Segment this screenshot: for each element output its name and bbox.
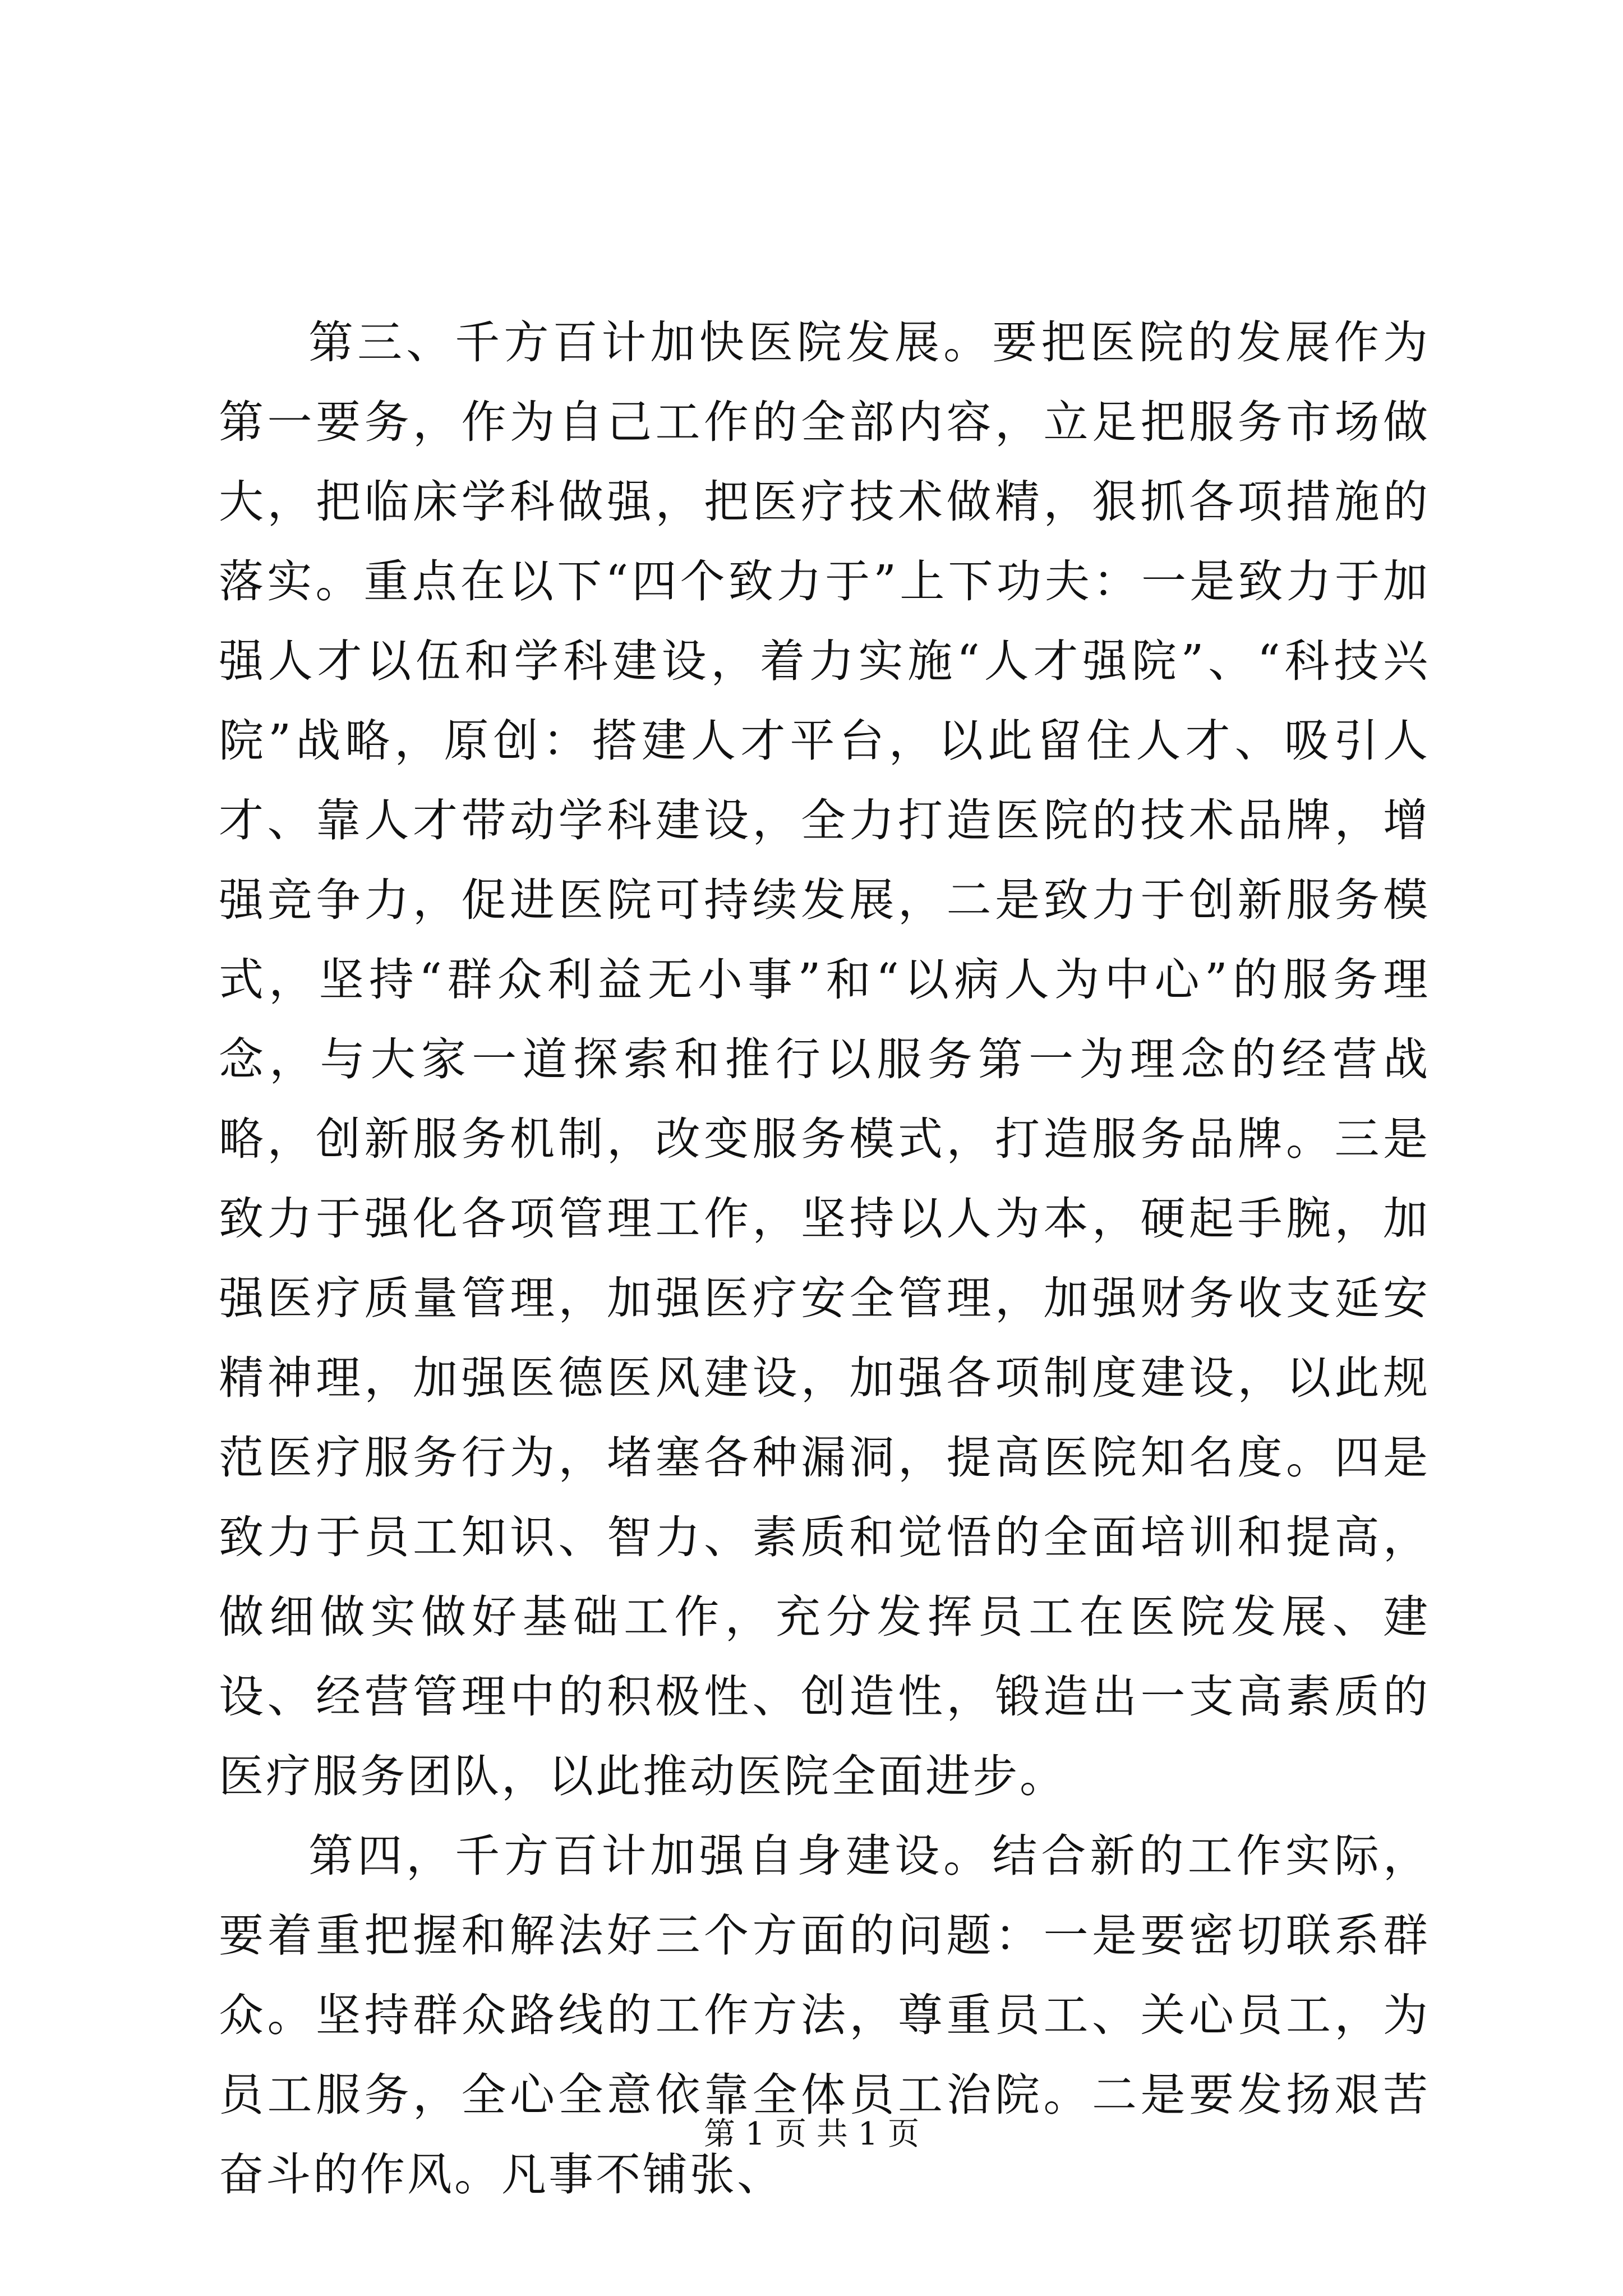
- paragraph-section-three: 第三、千方百计加快医院发展。要把医院的发展作为第一要务，作为自己工作的全部内容，立足把服务市场做大，把临床学科做强，把医疗技术做精，狠抓各项措施的落实。重点在以下“四个致力于”上下功夫：一是致力于加强人才以伍和学科建设，着力实施“人才强院”、“科技兴院”战略，原创：搭建人才平台，以此留住人才、吸引人才、靠人才带动学科建设，全力打造医院的技术品牌，增强竞争力，促进医院可持续发展，二是致力于创新服务模式，坚持“群众利益无小事”和“以病人为中心”的服务理念，与大家一道探索和推行以服务第一为理念的经营战略，创新服务机制，改变服务模式，打造服务品牌。三是致力于强化各项管理工作，坚持以人为本，硬起手腕，加强医疗质量管理，加强医疗安全管理，加强财务收支延安精神理，加强医德医风建设，加强各项制度建设，以此规范医疗服务行为，堵塞各种漏洞，提高医院知名度。四是致力于员工知识、智力、素质和觉悟的全面培训和提高，做细做实做好基础工作，充分发挥员工在医院发展、建设、经营管理中的积极性、创造性，锻造出一支高素质的医疗服务团队，以此推动医院全面进步。: [219, 316, 1430, 1802]
- page-footer: 第 1 页 共 1 页: [703, 2116, 920, 2152]
- document-body: [219, 303, 1430, 2215]
- paragraph-section-four: 第四，千方百计加强自身建设。结合新的工作实际，要着重把握和解法好三个方面的问题：一是要密切联系群众。坚持群众路线的工作方法，尊重员工、关心员工，为员工服务，全心全意依靠全体员工治院。二是要发扬艰苦奋斗的作风。凡事不铺张、: [219, 1830, 1430, 2201]
